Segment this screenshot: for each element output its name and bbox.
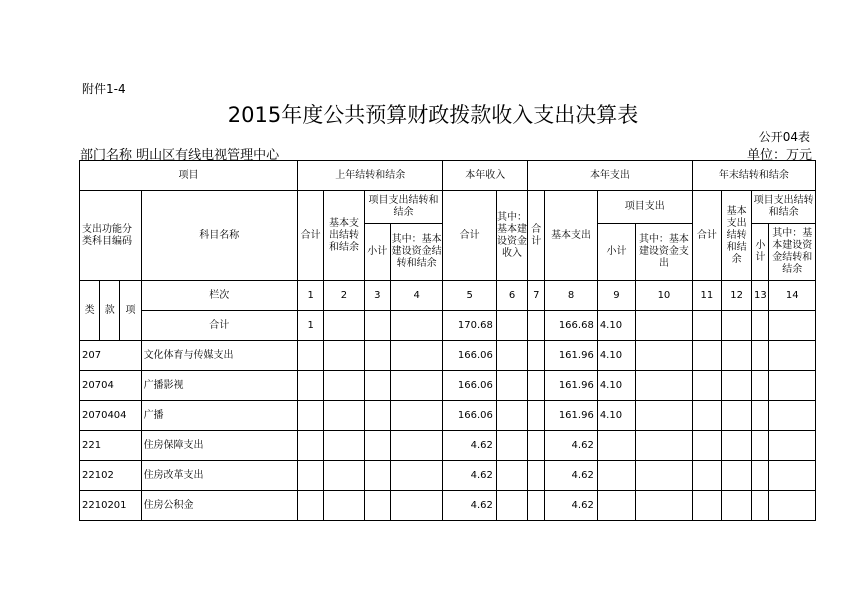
header-current-expense: 本年支出 (528, 161, 693, 191)
row-code: 207 (80, 341, 142, 371)
row-income-total: 4.62 (443, 461, 497, 491)
row-code: 2210201 (80, 491, 142, 521)
total-c8: 166.68 (545, 311, 597, 341)
header-expense-total: 合计 (528, 191, 545, 281)
row-expense-basic: 4.62 (545, 461, 597, 491)
unit-label: 单位：万元 (746, 148, 812, 163)
header-income-total: 合计 (443, 191, 497, 281)
row-expense-basic: 161.96 (545, 371, 597, 401)
row-income-total: 4.62 (443, 491, 497, 521)
colno-14: 14 (769, 281, 816, 311)
header-current-income: 本年收入 (443, 161, 528, 191)
header-lei: 类 (80, 281, 100, 341)
table-row (80, 461, 816, 491)
department-name: 部门名称 明山区有线电视管理中心 (80, 148, 280, 163)
row-expense-basic: 161.96 (545, 401, 597, 431)
row-subject-name: 住房改革支出 (141, 461, 297, 491)
row-expense-project (597, 431, 635, 461)
row-code: 22102 (80, 461, 142, 491)
row-income-total: 4.62 (443, 431, 497, 461)
colno-4: 4 (390, 281, 442, 311)
row-subject-name: 住房保障支出 (141, 431, 297, 461)
colno-2: 2 (324, 281, 364, 311)
header-prev-basic: 基本支出结转和结余 (324, 191, 364, 281)
colno-12: 12 (721, 281, 751, 311)
header-end-total: 合计 (692, 191, 721, 281)
header-subject-name: 科目名称 (141, 191, 297, 281)
header-end-capital: 其中：基本建设资金结转和结余 (769, 224, 816, 281)
header-column-no: 栏次 (141, 281, 297, 311)
attachment-label: 附件1-4 (82, 82, 126, 96)
header-prev-total: 合计 (298, 191, 324, 281)
total-label: 合计 (141, 311, 297, 341)
row-code: 221 (80, 431, 142, 461)
header-income-capital: 其中：基本建设资金收入 (496, 191, 527, 281)
colno-1: 1 (298, 281, 324, 311)
header-prev-subtotal: 小计 (364, 224, 390, 281)
header-expense-basic: 基本支出 (545, 191, 597, 281)
row-expense-project: 4.10 (597, 341, 635, 371)
table-row (80, 341, 816, 371)
colno-8: 8 (545, 281, 597, 311)
header-end-subtotal: 小计 (752, 224, 769, 281)
colno-3: 3 (364, 281, 390, 311)
colno-5: 5 (443, 281, 497, 311)
header-project: 项目 (80, 161, 298, 191)
total-c5: 170.68 (443, 311, 497, 341)
colno-13: 13 (752, 281, 769, 311)
header-end-balance: 年末结转和结余 (692, 161, 815, 191)
header-expense-capital: 其中：基本建设资金支出 (636, 224, 693, 281)
header-prev-project: 项目支出结转和结余 (364, 191, 443, 224)
header-func-code: 支出功能分类科目编码 (80, 191, 142, 281)
row-expense-basic: 4.62 (545, 491, 597, 521)
header-kuan: 款 (100, 281, 120, 341)
row-subject-name: 住房公积金 (141, 491, 297, 521)
header-expense-project: 项目支出 (597, 191, 692, 224)
row-expense-project: 4.10 (597, 371, 635, 401)
row-income-total: 166.06 (443, 401, 497, 431)
row-subject-name: 广播影视 (141, 371, 297, 401)
total-c1: 1 (298, 311, 324, 341)
row-subject-name: 广播 (141, 401, 297, 431)
row-expense-project (597, 491, 635, 521)
budget-table (79, 160, 816, 521)
colno-10: 10 (636, 281, 693, 311)
table-row (80, 401, 816, 431)
header-xiang: 项 (120, 281, 141, 341)
row-expense-basic: 4.62 (545, 431, 597, 461)
colno-9: 9 (597, 281, 635, 311)
header-expense-subtotal: 小计 (597, 224, 635, 281)
colno-11: 11 (692, 281, 721, 311)
table-row (80, 371, 816, 401)
header-end-project: 项目支出结转和结余 (752, 191, 816, 224)
header-prev-balance: 上年结转和结余 (298, 161, 443, 191)
row-expense-project: 4.10 (597, 401, 635, 431)
table-number: 公开04表 (758, 130, 810, 144)
total-c9: 4.10 (597, 311, 635, 341)
table-row (80, 491, 816, 521)
page-title: 2015年度公共预算财政拨款收入支出决算表 (227, 103, 639, 127)
row-income-total: 166.06 (443, 371, 497, 401)
row-subject-name: 文化体育与传媒支出 (141, 341, 297, 371)
row-code: 20704 (80, 371, 142, 401)
table-row (80, 431, 816, 461)
colno-6: 6 (496, 281, 527, 311)
header-end-basic: 基本支出结转和结余 (721, 191, 751, 281)
header-prev-capital: 其中：基本建设资金结转和结余 (390, 224, 442, 281)
row-income-total: 166.06 (443, 341, 497, 371)
row-expense-basic: 161.96 (545, 341, 597, 371)
colno-7: 7 (528, 281, 545, 311)
row-expense-project (597, 461, 635, 491)
row-code: 2070404 (80, 401, 142, 431)
